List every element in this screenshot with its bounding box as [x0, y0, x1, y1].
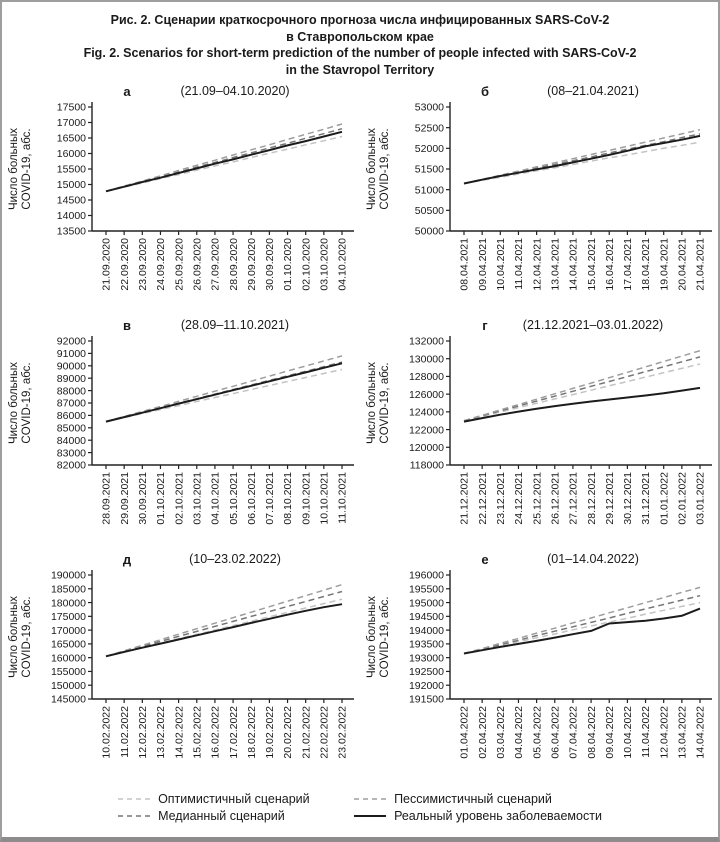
y-tick-label: 128000	[408, 371, 444, 384]
y-tick-label: 170000	[50, 624, 86, 637]
y-tick-label: 195500	[408, 583, 444, 596]
series-median-line	[464, 357, 700, 421]
series-pessimistic-line	[464, 351, 700, 421]
x-tick-label: 06.04.2022	[549, 706, 562, 759]
y-tick-label: 194000	[408, 624, 444, 637]
x-tick-label: 21.04.2021	[694, 238, 707, 291]
y-axis-label: COVID-19, абс.	[21, 362, 33, 444]
chart-v-title	[2, 318, 360, 334]
x-tick-label: 09.10.2021	[300, 472, 313, 525]
x-tick-label: 15.02.2022	[191, 706, 204, 759]
series-pessimistic-line	[106, 356, 342, 422]
chart-a-letter: а	[123, 84, 131, 99]
x-tick-label: 02.04.2022	[476, 706, 489, 759]
x-tick-label: 28.09.2020	[227, 238, 240, 291]
chart-panel-v	[2, 318, 360, 552]
x-tick-label: 10.02.2022	[100, 706, 113, 759]
y-tick-label: 196000	[408, 569, 444, 582]
x-tick-label: 22.12.2021	[476, 472, 489, 525]
figure-caption-line-ru-2: в Ставропольском крае	[286, 29, 434, 44]
y-tick-label: 122000	[408, 424, 444, 437]
y-axis-label: COVID-19, абс.	[379, 128, 391, 210]
x-tick-label: 14.04.2021	[567, 238, 580, 291]
x-tick-label: 12.02.2022	[137, 706, 150, 759]
x-tick-label: 03.10.2020	[318, 238, 331, 291]
y-axis-label: Число больных	[366, 361, 378, 445]
y-axis-label: Число больных	[8, 127, 20, 211]
chart-b-title	[360, 84, 718, 100]
legend-label-optimistic: Оптимистичный сценарий	[158, 792, 310, 806]
y-tick-label: 193500	[408, 638, 444, 651]
y-tick-label: 191500	[408, 693, 444, 706]
y-tick-label: 120000	[408, 441, 444, 454]
y-tick-label: 15000	[56, 179, 86, 192]
x-tick-label: 07.10.2021	[264, 472, 277, 525]
x-tick-label: 18.04.2021	[640, 238, 653, 291]
chart-e-plot	[360, 568, 716, 786]
y-tick-label: 86000	[56, 410, 86, 423]
chart-panel-e	[360, 552, 718, 786]
y-tick-label: 16500	[56, 132, 86, 145]
x-tick-label: 20.04.2021	[676, 238, 689, 291]
x-tick-label: 30.09.2020	[264, 238, 277, 291]
y-tick-label: 124000	[408, 406, 444, 419]
x-tick-label: 13.02.2022	[155, 706, 168, 759]
x-tick-label: 24.12.2021	[513, 472, 526, 525]
x-tick-label: 30.12.2021	[622, 472, 635, 525]
x-tick-label: 08.10.2021	[282, 472, 295, 525]
x-tick-label: 11.04.2022	[640, 706, 653, 758]
chart-d-period: (10–23.02.2022)	[189, 552, 281, 566]
x-tick-label: 26.12.2021	[549, 472, 562, 525]
y-tick-label: 85000	[56, 422, 86, 435]
y-tick-label: 150000	[50, 679, 86, 692]
x-tick-label: 02.10.2021	[173, 472, 186, 525]
x-tick-label: 09.04.2022	[603, 706, 616, 759]
x-tick-label: 09.04.2021	[476, 238, 489, 291]
y-tick-label: 92000	[56, 335, 86, 348]
y-tick-label: 165000	[50, 638, 86, 651]
legend-item-optimistic	[118, 792, 354, 806]
y-tick-label: 194500	[408, 611, 444, 624]
y-tick-label: 84000	[56, 434, 86, 447]
median-dashed-line-icon	[118, 813, 150, 819]
x-tick-label: 03.10.2021	[191, 472, 204, 525]
legend-item-real	[354, 809, 602, 823]
y-tick-label: 126000	[408, 388, 444, 401]
chart-a-plot	[2, 100, 358, 318]
chart-a-period: (21.09–04.10.2020)	[180, 84, 290, 98]
x-tick-label: 05.10.2021	[227, 472, 240, 525]
charts-grid	[2, 84, 718, 786]
x-tick-label: 29.09.2021	[118, 472, 131, 525]
y-tick-label: 91000	[56, 348, 86, 361]
chart-g-title	[360, 318, 718, 334]
y-tick-label: 51000	[414, 184, 444, 197]
x-tick-label: 11.02.2022	[118, 706, 131, 758]
x-tick-label: 02.01.2022	[676, 472, 689, 525]
series-pessimistic-line	[464, 587, 700, 653]
x-tick-label: 19.02.2022	[264, 706, 277, 759]
x-tick-label: 11.04.2021	[513, 238, 526, 290]
x-tick-label: 04.04.2022	[513, 706, 526, 759]
y-tick-label: 14500	[56, 194, 86, 207]
x-tick-label: 23.12.2021	[495, 472, 508, 525]
chart-panel-d	[2, 552, 360, 786]
y-tick-label: 192500	[408, 666, 444, 679]
y-tick-label: 14000	[56, 210, 86, 223]
y-tick-label: 13500	[56, 225, 86, 238]
chart-b-letter: б	[480, 84, 490, 99]
x-tick-label: 27.09.2020	[209, 238, 222, 291]
legend-item-median	[118, 809, 354, 823]
x-tick-label: 17.04.2021	[622, 238, 635, 291]
x-tick-label: 23.09.2020	[137, 238, 150, 291]
series-real-line	[464, 609, 700, 654]
y-tick-label: 160000	[50, 652, 86, 665]
x-tick-label: 01.01.2022	[658, 472, 671, 525]
chart-v-plot	[2, 334, 358, 552]
y-tick-label: 51500	[414, 163, 444, 176]
series-real-line	[464, 136, 700, 184]
x-tick-label: 21.09.2020	[100, 238, 113, 291]
y-tick-label: 15500	[56, 163, 86, 176]
y-tick-label: 192000	[408, 679, 444, 692]
x-tick-label: 03.01.2022	[694, 472, 707, 525]
y-tick-label: 53000	[414, 101, 444, 114]
x-tick-label: 29.09.2020	[245, 238, 258, 291]
chart-e-title	[360, 552, 718, 568]
y-tick-label: 145000	[50, 693, 86, 706]
series-pessimistic-line	[106, 585, 342, 657]
legend-label-real: Реальный уровень заболеваемости	[394, 809, 602, 823]
chart-b-period: (08–21.04.2021)	[547, 84, 639, 98]
y-axis-label: Число больных	[8, 595, 20, 679]
y-axis-label: Число больных	[366, 127, 378, 211]
optimistic-dashed-line-icon	[118, 796, 150, 802]
legend	[2, 792, 718, 823]
x-tick-label: 10.10.2021	[318, 472, 331, 525]
x-tick-label: 21.12.2021	[458, 472, 471, 525]
y-tick-label: 130000	[408, 353, 444, 366]
real-solid-line-icon	[354, 813, 386, 819]
x-tick-label: 01.10.2021	[155, 472, 168, 525]
x-tick-label: 13.04.2022	[676, 706, 689, 759]
series-real-line	[106, 604, 342, 656]
chart-panel-g	[360, 318, 718, 552]
x-tick-label: 19.04.2021	[658, 238, 671, 291]
y-tick-label: 185000	[50, 583, 86, 596]
x-tick-label: 07.04.2022	[567, 706, 580, 759]
x-tick-label: 16.04.2021	[603, 238, 616, 291]
y-axis-label: COVID-19, абс.	[379, 596, 391, 678]
y-axis-label: COVID-19, абс.	[21, 596, 33, 678]
x-tick-label: 10.04.2022	[622, 706, 635, 759]
y-tick-label: 193000	[408, 652, 444, 665]
y-tick-label: 88000	[56, 385, 86, 398]
y-tick-label: 118000	[409, 459, 444, 472]
y-tick-label: 83000	[56, 447, 86, 460]
x-tick-label: 29.12.2021	[603, 472, 616, 525]
y-tick-label: 180000	[50, 597, 86, 610]
y-tick-label: 190000	[50, 569, 86, 582]
x-tick-label: 28.09.2021	[100, 472, 113, 525]
x-tick-label: 23.02.2022	[336, 706, 349, 759]
x-tick-label: 26.09.2020	[191, 238, 204, 291]
chart-b-plot	[360, 100, 716, 318]
chart-g-plot	[360, 334, 716, 552]
x-tick-label: 08.04.2021	[458, 238, 471, 291]
y-axis-label: Число больных	[8, 361, 20, 445]
x-tick-label: 25.09.2020	[173, 238, 186, 291]
x-tick-label: 04.10.2021	[209, 472, 222, 525]
x-tick-label: 25.12.2021	[531, 472, 544, 525]
y-tick-label: 87000	[56, 397, 86, 410]
legend-label-pessimistic: Пессимистичный сценарий	[394, 792, 552, 806]
y-tick-label: 50500	[414, 205, 444, 218]
x-tick-label: 14.02.2022	[173, 706, 186, 759]
x-tick-label: 22.09.2020	[118, 238, 131, 291]
x-tick-label: 14.04.2022	[694, 706, 707, 759]
y-axis-label: Число больных	[366, 595, 378, 679]
figure-caption-line-en-1: Fig. 2. Scenarios for short-term prediction of the number of people infected with SARS-CoV-2	[83, 46, 637, 60]
figure-caption	[10, 12, 710, 78]
chart-v-period: (28.09–11.10.2021)	[180, 318, 290, 332]
y-tick-label: 90000	[56, 360, 86, 373]
chart-g-period: (21.12.2021–03.01.2022)	[522, 318, 664, 332]
x-tick-label: 20.02.2022	[282, 706, 295, 759]
y-tick-label: 155000	[50, 666, 86, 679]
figure-caption-line-ru-1: Рис. 2. Сценарии краткосрочного прогноза числа инфицированных SARS-CoV-2	[110, 13, 610, 27]
x-tick-label: 13.04.2021	[549, 238, 562, 291]
y-tick-label: 52500	[414, 122, 444, 135]
series-optimistic-line	[464, 142, 700, 183]
x-tick-label: 15.04.2021	[585, 238, 598, 291]
x-tick-label: 05.04.2022	[531, 706, 544, 759]
chart-d-letter: д	[122, 552, 132, 567]
x-tick-label: 12.04.2021	[531, 238, 544, 291]
chart-d-title	[2, 552, 360, 568]
y-tick-label: 16000	[56, 148, 86, 161]
chart-v-letter: в	[123, 318, 131, 333]
x-tick-label: 02.10.2020	[300, 238, 313, 291]
x-tick-label: 08.04.2022	[585, 706, 598, 759]
legend-item-pessimistic	[354, 792, 602, 806]
x-tick-label: 06.10.2021	[245, 472, 258, 525]
y-tick-label: 82000	[56, 459, 86, 472]
series-median-line	[106, 592, 342, 657]
chart-e-period: (01–14.04.2022)	[547, 552, 639, 566]
pessimistic-dashed-line-icon	[354, 796, 386, 802]
series-real-line	[106, 363, 342, 421]
legend-label-median: Медианный сценарий	[158, 809, 285, 823]
x-tick-label: 12.04.2022	[658, 706, 671, 759]
chart-panel-b	[360, 84, 718, 318]
x-tick-label: 10.04.2021	[495, 238, 508, 291]
series-optimistic-line	[464, 603, 700, 654]
x-tick-label: 17.02.2022	[227, 706, 240, 759]
chart-d-plot	[2, 568, 358, 786]
x-tick-label: 31.12.2021	[640, 472, 653, 525]
chart-a-title	[2, 84, 360, 100]
x-tick-label: 21.02.2022	[300, 706, 313, 759]
series-median-line	[464, 596, 700, 654]
x-tick-label: 11.10.2021	[336, 472, 349, 524]
x-tick-label: 28.12.2021	[585, 472, 598, 525]
x-tick-label: 03.04.2022	[495, 706, 508, 759]
x-tick-label: 04.10.2020	[336, 238, 349, 291]
x-tick-label: 24.09.2020	[155, 238, 168, 291]
chart-e-letter: е	[481, 552, 489, 567]
x-tick-label: 01.10.2020	[282, 238, 295, 291]
y-axis-label: COVID-19, абс.	[379, 362, 391, 444]
series-real-line	[106, 132, 342, 192]
y-tick-label: 52000	[414, 143, 444, 156]
chart-g-letter: г	[482, 318, 488, 333]
y-tick-label: 175000	[50, 611, 86, 624]
y-tick-label: 17500	[56, 101, 86, 114]
y-tick-label: 17000	[56, 117, 86, 130]
figure-caption-line-en-2: in the Stavropol Territory	[285, 62, 435, 77]
y-tick-label: 89000	[56, 372, 86, 385]
y-tick-label: 195000	[408, 597, 444, 610]
x-tick-label: 16.02.2022	[209, 706, 222, 759]
chart-panel-a	[2, 84, 360, 318]
y-axis-label: COVID-19, абс.	[21, 128, 33, 210]
x-tick-label: 22.02.2022	[318, 706, 331, 759]
x-tick-label: 30.09.2021	[137, 472, 150, 525]
y-tick-label: 50000	[414, 225, 444, 238]
x-tick-label: 01.04.2022	[458, 706, 471, 759]
x-tick-label: 27.12.2021	[567, 472, 580, 525]
x-tick-label: 18.02.2022	[245, 706, 258, 759]
y-tick-label: 132000	[408, 335, 444, 348]
